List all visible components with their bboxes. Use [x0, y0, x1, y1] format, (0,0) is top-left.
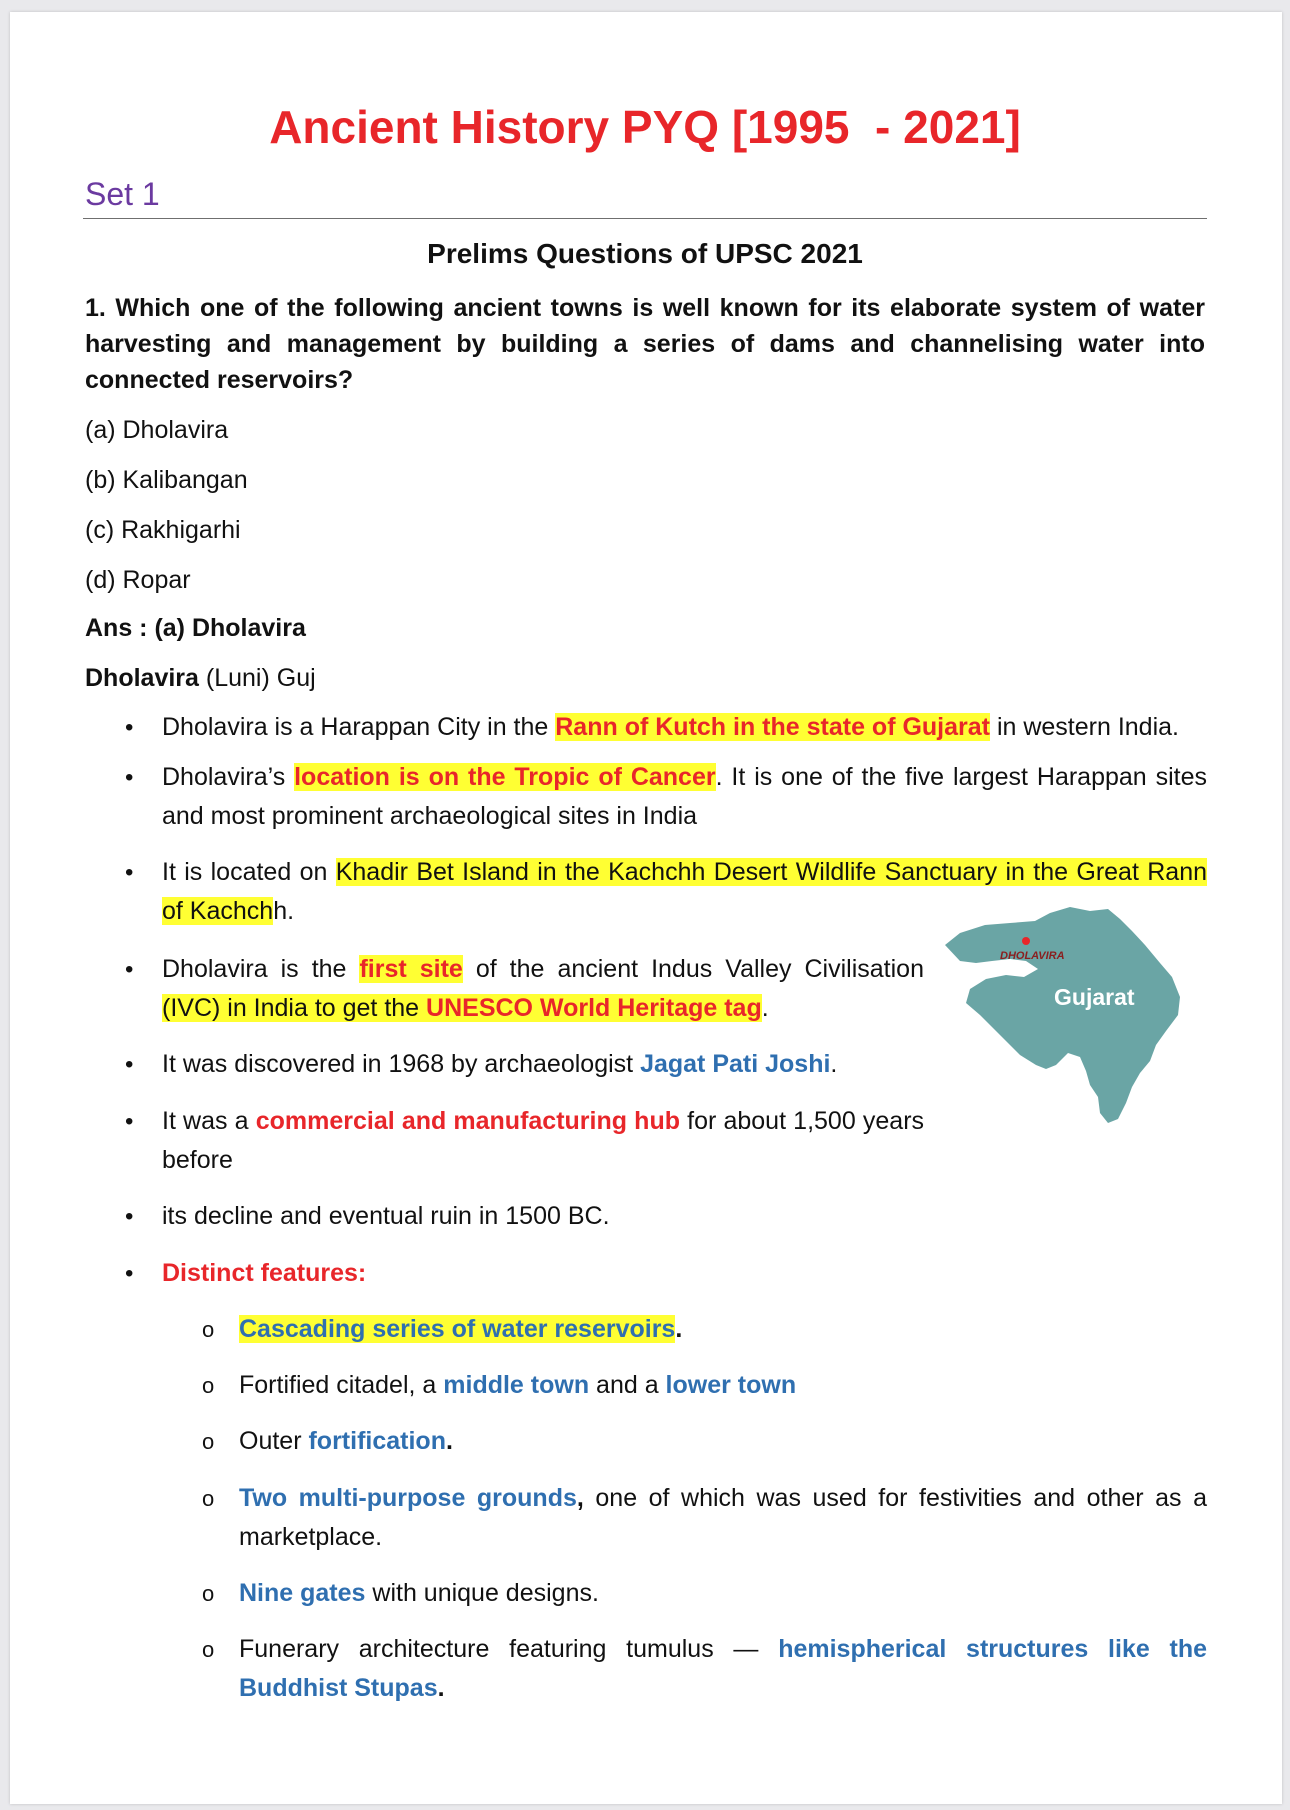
emphasis-text: lower town — [665, 1371, 797, 1399]
bullet-text: Dholavira’s — [162, 763, 295, 791]
bullet-text: in western India. — [990, 713, 1179, 741]
feature-funerary — [239, 1630, 1207, 1708]
bullet-text: Dholavira is a Harappan City in the — [162, 713, 556, 741]
bullet-text: . — [437, 1674, 445, 1702]
bullet-text: Dholavira is the — [162, 955, 360, 983]
dholavira-map-label: DHOLAVIRA — [1000, 950, 1065, 962]
bullet-text: . — [675, 1315, 683, 1343]
gujarat-shape — [945, 907, 1180, 1123]
bullet-text: . — [761, 994, 769, 1022]
gujarat-map-label: Gujarat — [1054, 984, 1135, 1010]
bullet-text: . — [830, 1050, 838, 1078]
emphasis-text: Nine gates — [239, 1579, 366, 1607]
feature-fortification — [239, 1422, 1207, 1461]
emphasis-text: hemispherical structures like the Buddhist Stupas — [239, 1635, 1207, 1702]
bullet-location — [162, 708, 1207, 747]
bullet-text: It was a — [162, 1107, 256, 1135]
bullet-text: its decline and eventual ruin in 1500 BC. — [162, 1202, 610, 1230]
bullet-text: Outer — [239, 1427, 309, 1455]
highlight-text: UNESCO World Heritage tag — [426, 994, 762, 1022]
site-location: (Luni) Guj — [198, 664, 316, 692]
heading-divider — [83, 218, 1207, 219]
highlight-text: (IVC) in India to get the — [162, 994, 427, 1022]
features-label: Distinct features: — [162, 1259, 367, 1287]
emphasis-text: Two multi-purpose grounds — [239, 1484, 577, 1512]
emphasis-text: commercial and manufacturing hub — [255, 1107, 680, 1135]
bullet-tropic — [162, 758, 1207, 836]
dholavira-marker — [1022, 937, 1030, 945]
emphasis-text: fortification — [308, 1427, 446, 1455]
highlight-text: Rann of Kutch in the state of Gujarat — [555, 713, 990, 741]
bullet-text: h. — [273, 897, 295, 925]
highlight-text: Khadir Bet Island in the Kachchh Desert Wildlife Sanctuary in the Great Rann of Kachch — [162, 858, 1207, 925]
bullet-text: Fortified citadel, a — [239, 1371, 444, 1399]
bullet-text: Funerary architecture featuring tumulus — — [239, 1635, 779, 1663]
question-text: 1. Which one of the following ancient towns is well known for its elaborate system of water harvesting and management by building a series of dams and channelising water into connected reservoirs? — [85, 294, 1205, 394]
archaeologist-name: Jagat Pati Joshi — [640, 1050, 831, 1078]
highlight-text: first site — [359, 955, 463, 983]
bullet-text: . It is one of the five largest Harappan sites and most prominent archaeological sites in India — [162, 763, 1208, 830]
bullet-unesco — [162, 950, 924, 1028]
feature-gates — [239, 1574, 1207, 1613]
bullet-text: It was discovered in 1968 by archaeologist — [162, 1050, 641, 1078]
option-a: (a) Dholavira — [85, 416, 229, 444]
bullet-text: , — [576, 1484, 584, 1512]
bullet-text: It is located on — [162, 858, 336, 886]
feature-grounds — [239, 1479, 1207, 1557]
document-title: Ancient History PYQ [1995 - 2021] — [269, 101, 1021, 153]
emphasis-text: middle town — [443, 1371, 590, 1399]
bullet-features — [162, 1254, 1207, 1293]
site-name: Dholavira — [85, 664, 199, 692]
bullet-text: of the ancient Indus Valley Civilisation — [462, 955, 924, 983]
bullet-text: for about 1,500 years before — [162, 1107, 925, 1174]
set-label: Set 1 — [85, 176, 160, 212]
gujarat-map — [940, 905, 1200, 1125]
bullet-text: and a — [589, 1371, 666, 1399]
bullet-hub — [162, 1102, 924, 1180]
option-c: (c) Rakhigarhi — [85, 516, 241, 544]
answer-line: Ans : (a) Dholavira — [85, 614, 306, 642]
bullet-discovery — [162, 1045, 924, 1084]
bullet-text: one of which was used for festivities and other as a marketplace. — [239, 1484, 1207, 1551]
bullet-decline — [162, 1197, 924, 1236]
bullet-text: with unique designs. — [365, 1579, 599, 1607]
option-d: (d) Ropar — [85, 566, 191, 594]
highlight-text: location is on the Tropic of Cancer — [294, 763, 716, 791]
option-b: (b) Kalibangan — [85, 466, 248, 494]
bullet-text: . — [445, 1427, 453, 1455]
highlight-text: Cascading series of water reservoirs — [239, 1315, 676, 1343]
feature-citadel — [239, 1366, 1207, 1405]
section-heading: Prelims Questions of UPSC 2021 — [427, 238, 863, 269]
feature-reservoirs — [239, 1310, 1207, 1349]
site-line — [85, 664, 316, 693]
